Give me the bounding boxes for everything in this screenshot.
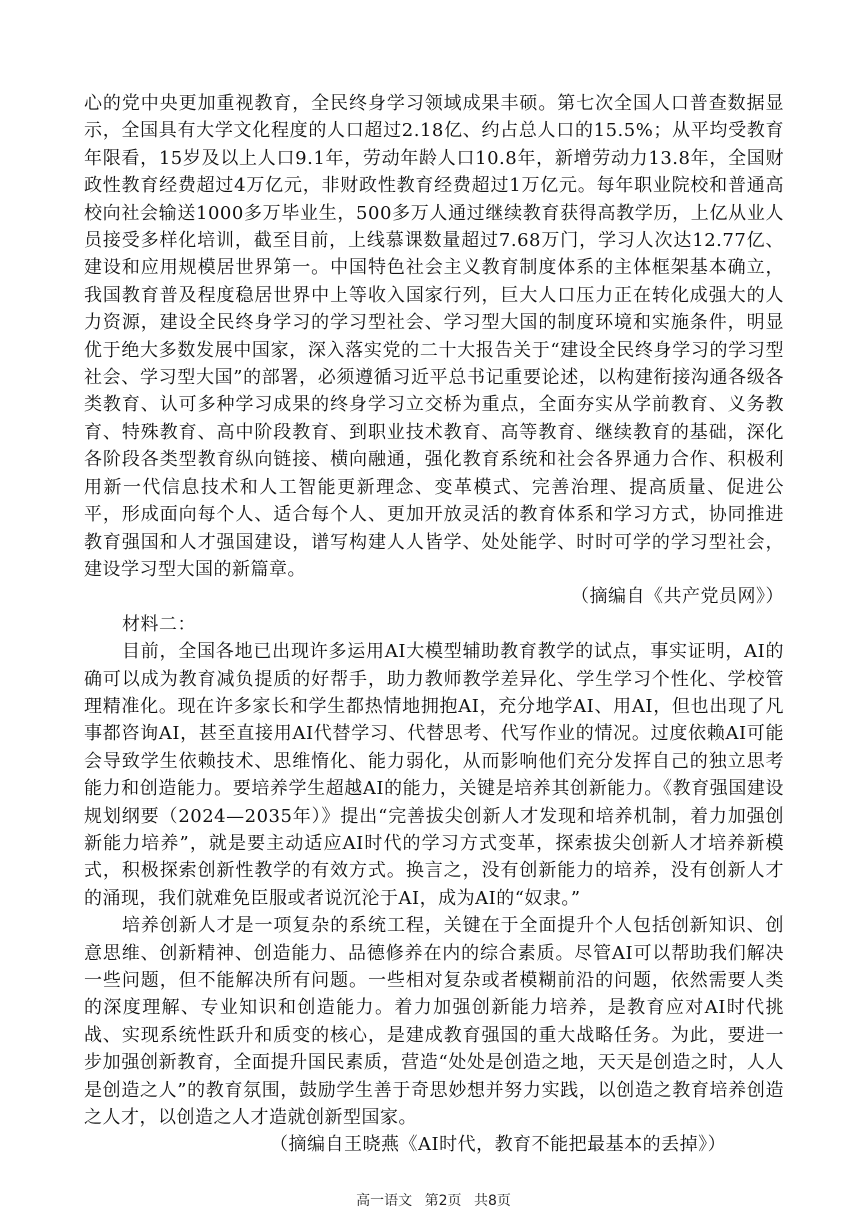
- page-footer: [0, 1190, 867, 1210]
- material-two-source: （摘编自王晓燕《AI时代，教育不能把最基本的丢掉》）: [270, 1134, 727, 1156]
- material-two-heading: 材料二：: [122, 613, 196, 635]
- material-one-source: （摘编自《共产党员网》）: [571, 586, 784, 608]
- footer-subject: 高一语文: [356, 1193, 413, 1209]
- material-two-paragraph-2: 培养创新人才是一项复杂的系统工程，关键在于全面提升个人包括创新知识、创意思维、创新精神、创造能力、品德修养在内的综合素质。尽管AI可以帮助我们解决一些问题，但不能解决所有问题。一些相对复杂或者模糊前沿的问题，依然需要人类的深度理解、专业知识和创造能力。着力加强创新能力培养，是教育应对AI时代挑战、实现系统性跃升和质变的核心，是建成教育强国的重大战略任务。为此，要进一步加强创新教育，全面提升国民素质，营造“处处是创造之地，天天是创造之时，人人是创造之人”的教育氛围，鼓励学生善于奇思妙想并努力实践，以创造之教育培养创造之人才，以创造之人才造就创新型国家。: [84, 915, 784, 1129]
- footer-page-number: 第2页: [424, 1193, 462, 1209]
- material-one-paragraph: 心的党中央更加重视教育，全民终身学习领域成果丰硕。第七次全国人口普查数据显示，全国具有大学文化程度的人口超过2.18亿、约占总人口的15.5%；从平均受教育年限看，15岁及以上人口9.1年，劳动年龄人口10.8年，新增劳动力13.8年，全国财政性教育经费超过4万亿元，非财政性教育经费超过1万亿元。每年职业院校和普通高校向社会输送1000多万毕业生，500多万人通过继续教育获得高教学历，上亿从业人员接受多样化培训，截至目前，上线慕课数量超过7.68万门，学习人次达12.77亿、建设和应用规模居世界第一。中国特色社会主义教育制度体系的主体框架基本确立，我国教育普及程度稳居世界中上等收入国家行列，巨大人口压力正在转化成强大的人力资源，建设全民终身学习的学习型社会、学习型大国的制度环境和实施条件，明显优于绝大多数发展中国家，深入落实党的二十大报告关于“建设全民终身学习的学习型社会、学习型大国”的部署，必须遵循习近平总书记重要论述，以构建衔接沟通各级各类教育、认可多种学习成果的终身学习立交桥为重点，全面夯实从学前教育、义务教育、特殊教育、高中阶段教育、到职业技术教育、高等教育、继续教育的基础，深化各阶段各类型教育纵向链接、横向融通，强化教育系统和社会各界通力合作、积极利用新一代信息技术和人工智能更新理念、变革模式、完善治理、提高质量、促进公平，形成面向每个人、适合每个人、更加开放灵活的教育体系和学习方式，协同推进教育强国和人才强国建设，谱写构建人人皆学、处处能学、时时可学的学习型社会，建设学习型大国的新篇章。: [84, 93, 784, 580]
- material-two-paragraph-1: 目前，全国各地已出现许多运用AI大模型辅助教育教学的试点，事实证明，AI的确可以成为教育减负提质的好帮手，助力教师教学差异化、学生学习个性化、学校管理精准化。现在许多家长和学生都热情地拥抱AI，充分地学AI、用AI，但也出现了凡事都咨询AI，甚至直接用AI代替学习、代替思考、代写作业的情况。过度依赖AI可能会导致学生依赖技术、思维惰化、能力弱化，从而影响他们充分发挥自己的独立思考能力和创造能力。要培养学生超越AI的能力，关键是培养其创新能力。《教育强国建设规划纲要（2024—2035年）》提出“完善拔尖创新人才发现和培养机制，着力加强创新能力培养”，就是要主动适应AI时代的学习方式变革，探索拔尖创新人才培养新模式，积极探索创新性教学的有效方式。换言之，没有创新能力的培养，没有创新人才的涌现，我们就难免臣服或者说沉沦于AI，成为AI的“奴隶。”: [84, 641, 784, 909]
- footer-total-pages: 共8页: [473, 1193, 511, 1209]
- body-text: [84, 90, 784, 1159]
